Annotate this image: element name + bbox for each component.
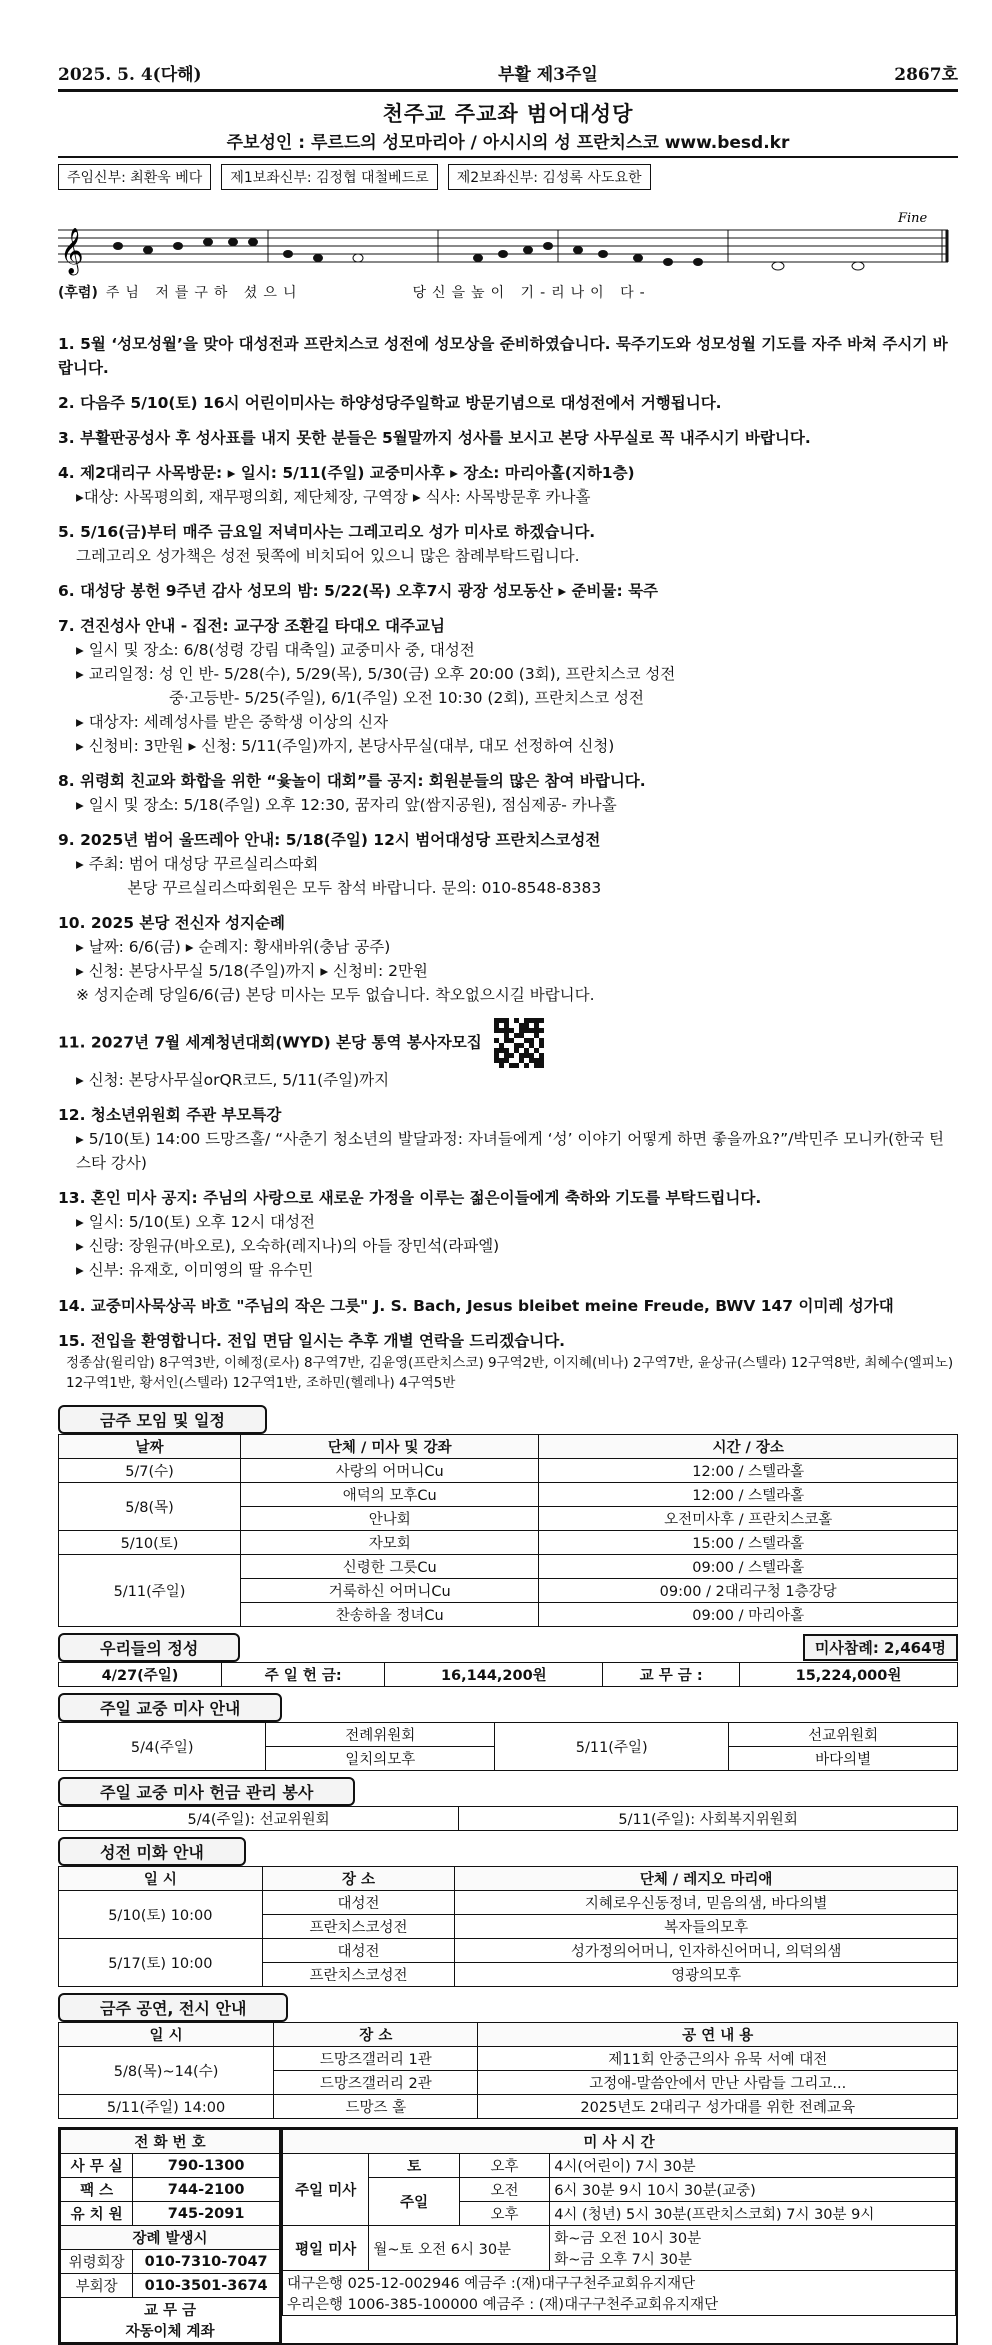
notice-item [58,769,958,817]
exhibit-section [58,1993,958,2119]
notice-number: 15. [58,1331,86,1350]
pm-label: 오후 [459,2202,549,2226]
sat-times: 4시(어린이) 7시 30분 [550,2154,956,2178]
cell-time: 오전미사후 / 프란치스코홀 [539,1507,958,1531]
notice-text: 교중미사묵상곡 바흐 "주님의 작은 그릇" J. S. Bach, Jesus bleibet meine Freude, BWV 147 이미레 성가대 [90,1296,894,1315]
weekday-times: 월~토 오전 6시 30분 [369,2226,550,2271]
kinder-phone: 745-2091 [133,2202,280,2226]
sunday-mass-table [58,1722,958,1771]
cell-group: 거룩하신 어머니Cu [241,1579,539,1603]
collection-item: 5/11(주일): 사회복지위원회 [459,1807,958,1831]
notice-number: 10. [58,914,86,933]
notice-number: 11. [58,1033,86,1052]
contact-table [60,2129,280,2343]
notice-item [58,1329,958,1395]
am-label: 오전 [459,2178,549,2202]
am-times: 6시 30분 9시 10시 30분(교중) [550,2178,956,2202]
notice-item [58,426,958,450]
col-header: 장 소 [262,1867,455,1891]
notice-detail: ▸ 일시 및 장소: 6/8(성령 강림 대축일) 교중미사 중, 대성전 [76,641,475,660]
notice-detail: ▸ 날짜: 6/6(금) ▸ 순례지: 황새바위(충남 공주) [76,938,391,957]
notice-text: 전입을 환영합니다. 전입 면담 일시는 추후 개별 연락을 드리겠습니다. [90,1331,566,1350]
lyrics-row [58,282,958,302]
notice-detail: ▸ 일시 및 장소: 5/18(주일) 오후 12:30, 꿈자리 앞(쌈지공원), 점심제공- 카나홀 [76,796,617,815]
kinder-label: 유 치 원 [61,2202,133,2226]
exhibit-table [58,2022,958,2119]
lyrics-line-2: 당신을높이 기-리나이 다- [412,285,651,301]
cell-time: 12:00 / 스텔라홀 [539,1483,958,1507]
notice-number: 8. [58,772,75,791]
cell-group: 자모회 [241,1531,539,1555]
cell-time: 09:00 / 2대리구청 1층강당 [539,1579,958,1603]
notice-detail: ▸ 신부: 유재호, 이미영의 딸 유수민 [76,1261,314,1280]
lyrics-line-1: 주님 저를구하 셨으니 [105,285,303,301]
notice-text: 5월 ‘성모성월’을 맞아 대성전과 프란치스코 성전에 성모상을 준비하였습니다. 묵주기도와 성모성월 기도를 자주 바쳐 주시기 바랍니다. [58,335,948,378]
flower-section [58,1837,958,1987]
assistant-1: 제1보좌신부: 김정협 대철베드로 [221,164,437,190]
music-staff [58,200,958,310]
notice-text: 제2대리구 사목방문: ▸ 일시: 5/11(주일) 교중미사후 ▸ 장소: 마리아홀(지하1층) [80,464,635,483]
cell-date: 5/10(토) [59,1531,241,1555]
offering-table [58,1662,958,1687]
assistant-2: 제2보좌신부: 김성록 사도요한 [448,164,651,190]
mass-group: 전례위원회 [266,1723,495,1747]
issue-date: 2025. 5. 4(다해) [58,65,202,85]
mass-table [282,2129,956,2316]
mass-attendance: 미사참례: 2,464명 [803,1634,958,1661]
fax-number: 744-2100 [133,2178,280,2202]
bank-account: 우리은행 1006-385-100000 예금주 : (재)대구구천주교회유지재단 [287,2297,719,2314]
notice-item [58,1103,958,1175]
funeral-phone: 010-3501-3674 [133,2274,280,2298]
notice-text: 5/16(금)부터 매주 금요일 저녁미사는 그레고리오 성가 미사로 하겠습니다. [80,523,596,542]
notice-number: 9. [58,831,75,850]
diocese-amount: 15,224,000원 [740,1663,958,1687]
notice-number: 1. [58,335,75,353]
cell-group: 찬송하올 정녀Cu [241,1603,539,1627]
cell-group: 신령한 그릇Cu [241,1555,539,1579]
notice-item [58,1186,958,1282]
pm-times: 4시 (청년) 5시 30분(프란치스코회) 7시 30분 9시 [550,2202,956,2226]
notice-detail: 그레고리오 성가책은 성전 뒷쪽에 비치되어 있으니 많은 참례부탁드립니다. [76,547,580,566]
funeral-phone: 010-7310-7047 [133,2250,280,2274]
notice-number: 4. [58,464,75,483]
notice-item [58,520,958,568]
cell-group: 지혜로우신동정녀, 믿음의샘, 바다의별 [455,1891,958,1915]
cell-date: 5/10(토) 10:00 [59,1891,263,1939]
section-title: 주일 교중 미사 헌금 관리 봉사 [58,1777,355,1806]
cell-date: 5/11(주일) 14:00 [59,2095,274,2119]
notice-detail: ▸ 주최: 범어 대성당 꾸르실리스따회 [76,855,319,874]
cell-place: 대성전 [262,1891,455,1915]
fine-mark: Fine [898,211,928,226]
issue-number: 2867호 [894,65,958,85]
mass-group: 일치의모후 [266,1747,495,1771]
flower-table [58,1866,958,1987]
section-title: 성전 미화 안내 [58,1837,246,1866]
notice-detail: ▸ 신청비: 3만원 ▸ 신청: 5/11(주일)까지, 본당사무실(대부, 대모 선정하여 신청) [76,737,615,756]
notice-item [58,911,958,1007]
notice-text: 대성당 봉헌 9주년 감사 성모의 밤: 5/22(목) 오후7시 광장 성모동산 ▸ 준비물: 묵주 [80,582,659,601]
refrain-tag: (후렴) [58,285,98,301]
notice-detail: 정종삼(윌리암) 8구역3반, 이혜정(로사) 8구역7반, 김윤영(프란치스코) 9구역2반, 이지혜(비나) 2구역7반, 윤상규(스텔라) 12구역8반, 최혜수(엘피노) 12구역1반, 황서인(스텔라) 12구역1반, 조하민(헬레나) 4구역5반 [66,1354,954,1392]
notice-detail: 본당 꾸르실리스따회원은 모두 참석 바랍니다. 문의: 010-8548-8383 [76,879,602,898]
tithe-account: 자동이체 계좌 [125,2324,215,2341]
notice-text: 2025년 범어 울뜨레아 안내: 5/18(주일) 12시 범어대성당 프란치스코성전 [80,831,601,850]
cell-time: 09:00 / 스텔라홀 [539,1555,958,1579]
cell-group: 영광의모후 [455,1963,958,1987]
notice-number: 13. [58,1189,86,1208]
header-bar [58,60,958,92]
notice-number: 2. [58,394,75,413]
weekday-label: 평일 미사 [283,2226,369,2271]
mass-date: 5/4(주일) [59,1723,266,1771]
section-title: 우리들의 정성 [58,1633,240,1662]
col-header: 장 소 [274,2023,478,2047]
notice-item [58,461,958,509]
sun-label: 주일 [369,2178,459,2226]
col-header: 단체 / 미사 및 강좌 [241,1435,539,1459]
notice-item [58,1018,958,1092]
sunday-mass-section [58,1693,958,1771]
flower-row [59,1891,958,1915]
cell-date: 5/7(수) [59,1459,241,1483]
notice-text: 다음주 5/10(토) 16시 어린이미사는 하양성당주일학교 방문기념으로 대성전에서 거행됩니다. [80,394,722,413]
schedule-row [59,1531,958,1555]
notice-text: 청소년위원회 주관 부모특강 [90,1106,282,1125]
mass-panel [282,2129,956,2343]
notice-detail: ▸ 일시: 5/10(토) 오후 12시 대성전 [76,1213,316,1232]
col-header: 공 연 내 용 [478,2023,958,2047]
notice-detail: ▸ 신랑: 장원규(바오로), 오숙하(레지나)의 아들 장민석(라파엘) [76,1237,500,1256]
notice-number: 7. [58,617,75,636]
weekly-schedule-section [58,1405,958,1627]
notice-text: 위령회 친교와 화합을 위한 “윷놀이 대회”를 공지: 회원분들의 많은 참여 바랍니다. [80,772,646,791]
cell-group: 성가정의어머니, 인자하신어머니, 의덕의샘 [455,1939,958,1963]
notice-number: 14. [58,1296,86,1315]
col-header: 일 시 [59,1867,263,1891]
sat-eve: 오후 [459,2154,549,2178]
notice-number: 6. [58,582,75,601]
col-header: 시간 / 장소 [539,1435,958,1459]
cell-date: 5/8(목) [59,1483,241,1531]
funeral-label: 부회장 [61,2274,133,2298]
notices-list [58,332,958,1394]
cell-date: 5/17(토) 10:00 [59,1939,263,1987]
cell-content: 고정애-말씀안에서 만난 사람들 그리고... [478,2071,958,2095]
tithe-label: 교 무 금 [143,2303,197,2320]
cell-place: 프란치스코성전 [262,1963,455,1987]
cell-date: 5/8(목)~14(수) [59,2047,274,2095]
cell-time: 09:00 / 마리아홀 [539,1603,958,1627]
cell-place: 드망즈갤러리 2관 [274,2071,478,2095]
cell-group: 안나회 [241,1507,539,1531]
schedule-row [59,1459,958,1483]
schedule-row [59,1483,958,1507]
svg-text:𝄞: 𝄞 [60,228,84,274]
notice-item [58,391,958,415]
collection-item: 5/4(주일): 선교위원회 [59,1807,459,1831]
cell-content: 2025년도 2대리구 성가대를 위한 전례교육 [478,2095,958,2119]
cell-place: 프란치스코성전 [262,1915,455,1939]
section-title: 주일 교중 미사 안내 [58,1693,282,1722]
mass-date: 5/11(주일) [495,1723,729,1771]
notice-item [58,579,958,603]
phone-title: 전 화 번 호 [61,2130,280,2154]
contact-mass-box [58,2127,958,2345]
mass-group: 바다의별 [729,1747,958,1771]
schedule-row [59,1555,958,1579]
cell-place: 드망즈갤러리 1관 [274,2047,478,2071]
offering-date: 4/27(주일) [59,1663,222,1687]
fax-label: 팩 스 [61,2178,133,2202]
notice-detail: ▸ 신청: 본당사무실orQR코드, 5/11(주일)까지 [76,1071,390,1090]
cell-date: 5/11(주일) [59,1555,241,1627]
section-title: 금주 모임 및 일정 [58,1405,267,1434]
bank-account: 대구은행 025-12-002946 예금주 :(재)대구구천주교회유지재단 [287,2276,696,2293]
cell-group: 애덕의 모후Cu [241,1483,539,1507]
church-title: 천주교 주교좌 범어대성당 [382,102,634,126]
pastor: 주임신부: 최환욱 베다 [58,164,211,190]
office-label: 사 무 실 [61,2154,133,2178]
sunday-mass-label: 주일 미사 [283,2154,369,2226]
notice-detail: ▸ 대상자: 세례성사를 받은 중학생 이상의 신자 [76,713,389,732]
weekday-times: 화~금 오후 7시 30분 [554,2252,692,2269]
notice-item [58,1294,958,1318]
notice-text: 2025 본당 전신자 성지순례 [90,914,285,933]
notice-number: 3. [58,429,75,448]
col-header: 단체 / 레지오 마리애 [455,1867,958,1891]
exhibit-row [59,2047,958,2071]
col-header: 날짜 [59,1435,241,1459]
notice-detail: ▸ 신청: 본당사무실 5/18(주일)까지 ▸ 신청비: 2만원 [76,962,428,981]
notice-item [58,828,958,900]
notice-text: 혼인 미사 공지: 주님의 사랑으로 새로운 가정을 이루는 젊은이들에게 축하와 기도를 부탁드립니다. [90,1189,762,1208]
cell-place: 대성전 [262,1939,455,1963]
funeral-title: 장례 발생시 [61,2226,280,2250]
notice-text: 견진성사 안내 - 집전: 교구장 조환길 타대오 대주교님 [80,617,445,636]
section-title: 금주 공연, 전시 안내 [58,1993,288,2022]
offering-section [58,1633,958,1687]
notice-item [58,332,958,380]
flower-row [59,1939,958,1963]
schedule-table [58,1434,958,1627]
col-header: 일 시 [59,2023,274,2047]
notice-text: 부활판공성사 후 성사표를 내지 못한 분들은 5월말까지 성사를 보시고 본당 사무실로 꼭 내주시기 바랍니다. [80,429,811,448]
diocese-label: 교 무 금 : [603,1663,740,1687]
sunday-label: 주 일 헌 금: [222,1663,385,1687]
weekday-times: 화~금 오전 10시 30분 [554,2231,702,2248]
exhibit-row [59,2095,958,2119]
notice-item [58,614,958,758]
notice-detail: ▸ 교리일정: 성 인 반- 5/28(수), 5/29(목), 5/30(금) 오후 20:00 (3회), 프란치스코 성전 [76,665,676,684]
mass-title: 미 사 시 간 [283,2130,956,2154]
mass-group: 선교위원회 [729,1723,958,1747]
sat-label: 토 [369,2154,459,2178]
cell-time: 12:00 / 스텔라홀 [539,1459,958,1483]
contact-panel [60,2129,282,2343]
notice-detail: ※ 성지순례 당일6/6(금) 본당 미사는 모두 없습니다. 착오없으시길 바랍니다. [76,986,595,1005]
liturgical-week: 부활 제3주일 [497,65,598,85]
collection-section [58,1777,958,1831]
cell-time: 15:00 / 스텔라홀 [539,1531,958,1555]
notice-number: 5. [58,523,75,542]
sunday-amount: 16,144,200원 [385,1663,603,1687]
patron-line: 주보성인 : 루르드의 성모마리아 / 아시시의 성 프란치스코 www.besd.kr [58,128,958,158]
notice-text: 2027년 7월 세계청년대회(WYD) 본당 통역 봉사자모집 [90,1033,482,1052]
bulletin-page [58,0,958,2345]
notice-detail: ▸ 5/10(토) 14:00 드망즈홀/ “사춘기 청소년의 발달과정: 자녀들에게 ‘성’ 이야기 어떻게 하면 좋을까요?”/박민주 모니카(한국 틴스타 강사) [76,1130,945,1173]
office-phone: 790-1300 [133,2154,280,2178]
staff-svg [58,200,958,290]
notice-detail: 중·고등반- 5/25(주일), 6/1(주일) 오전 10:30 (2회), 프란치스코 성전 [76,689,644,708]
cell-place: 드망즈 홀 [274,2095,478,2119]
notice-detail: ▸대상: 사목평의회, 재무평의회, 제단체장, 구역장 ▸ 식사: 사목방문후 카나홀 [76,488,591,507]
collection-table [58,1806,958,1831]
cell-group: 사랑의 어머니Cu [241,1459,539,1483]
qr-code-icon[interactable] [494,1018,544,1068]
notice-number: 12. [58,1106,86,1125]
cell-content: 제11회 안중근의사 유묵 서예 대전 [478,2047,958,2071]
cell-group: 복자들의모후 [455,1915,958,1939]
funeral-label: 위령회장 [61,2250,133,2274]
priests-row [58,164,958,190]
